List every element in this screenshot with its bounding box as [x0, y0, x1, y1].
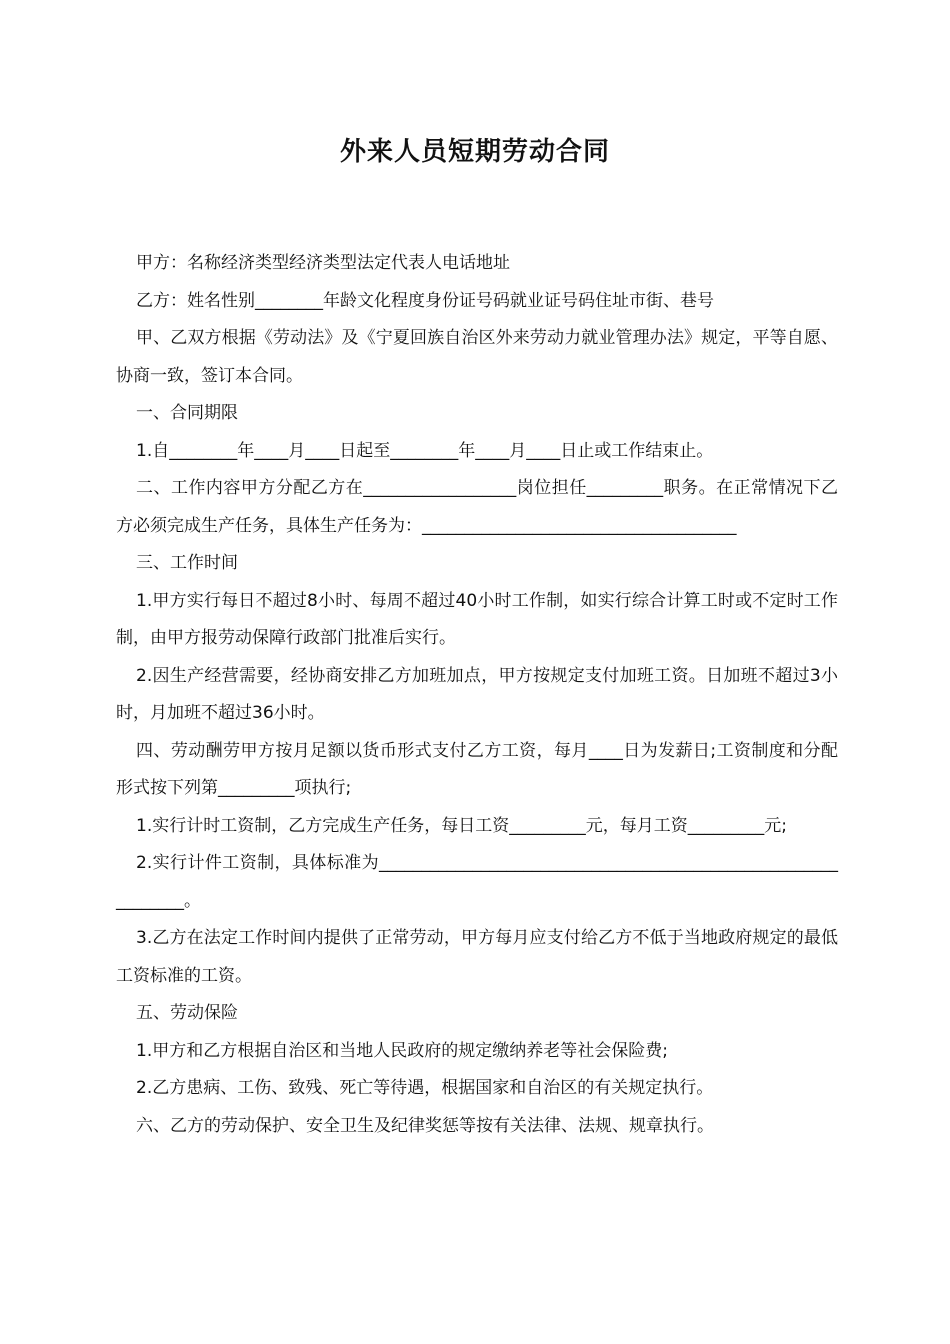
paragraph-term-1: 1.自________年____月____日起至________年____月____日止或工作结束止。: [136, 440, 714, 461]
paragraph-work-time-1: 1.甲方实行每日不超过8小时、每周不超过40小时工作制，如实行综合计算工时或不定时工作制，由甲方报劳动保障行政部门批准后实行。: [116, 590, 838, 648]
document-body: [116, 245, 838, 1145]
paragraph-remuneration-1: 1.实行计时工资制，乙方完成生产任务，每日工资_________元，每月工资_________元;: [136, 815, 787, 836]
section-heading-work-time: 三、工作时间: [136, 553, 238, 573]
paragraph-remuneration: 四、劳动酬劳甲方按月足额以货币形式支付乙方工资，每月____日为发薪日;工资制度和分配形式按下列第_________项执行;: [116, 740, 838, 798]
paragraph-party-b: 乙方：姓名性别________年龄文化程度身份证号码就业证号码住址市街、巷号: [136, 290, 714, 311]
paragraph-remuneration-2: 2.实行计件工资制，具体标准为______________________________________________________________。: [116, 853, 838, 911]
paragraph-work-time-2: 2.因生产经营需要，经协商安排乙方加班加点，甲方按规定支付加班工资。日加班不超过3小时，月加班不超过36小时。: [116, 665, 838, 723]
paragraph-party-a: 甲方：名称经济类型经济类型法定代表人电话地址: [136, 253, 510, 273]
document-title: 外来人员短期劳动合同: [339, 137, 610, 167]
paragraph-protection: 六、乙方的劳动保护、安全卫生及纪律奖惩等按有关法律、法规、规章执行。: [136, 1115, 714, 1136]
paragraph-remuneration-3: 3.乙方在法定工作时间内提供了正常劳动，甲方每月应支付给乙方不低于当地政府规定的最低工资标准的工资。: [116, 928, 838, 986]
paragraph-work-content: 二、工作内容甲方分配乙方在__________________岗位担任_________职务。在正常情况下乙方必须完成生产任务，具体生产任务为：_____________________________________: [116, 478, 838, 536]
paragraph-insurance-2: 2.乙方患病、工伤、致残、死亡等待遇，根据国家和自治区的有关规定执行。: [136, 1078, 714, 1098]
paragraph-insurance-1: 1.甲方和乙方根据自治区和当地人民政府的规定缴纳养老等社会保险费;: [136, 1040, 668, 1061]
section-heading-insurance: 五、劳动保险: [136, 1003, 238, 1023]
paragraph-preamble: 甲、乙双方根据《劳动法》及《宁夏回族自治区外来劳动力就业管理办法》规定，平等自愿、协商一致，签订本合同。: [116, 328, 838, 386]
section-heading-term: 一、合同期限: [136, 403, 238, 423]
